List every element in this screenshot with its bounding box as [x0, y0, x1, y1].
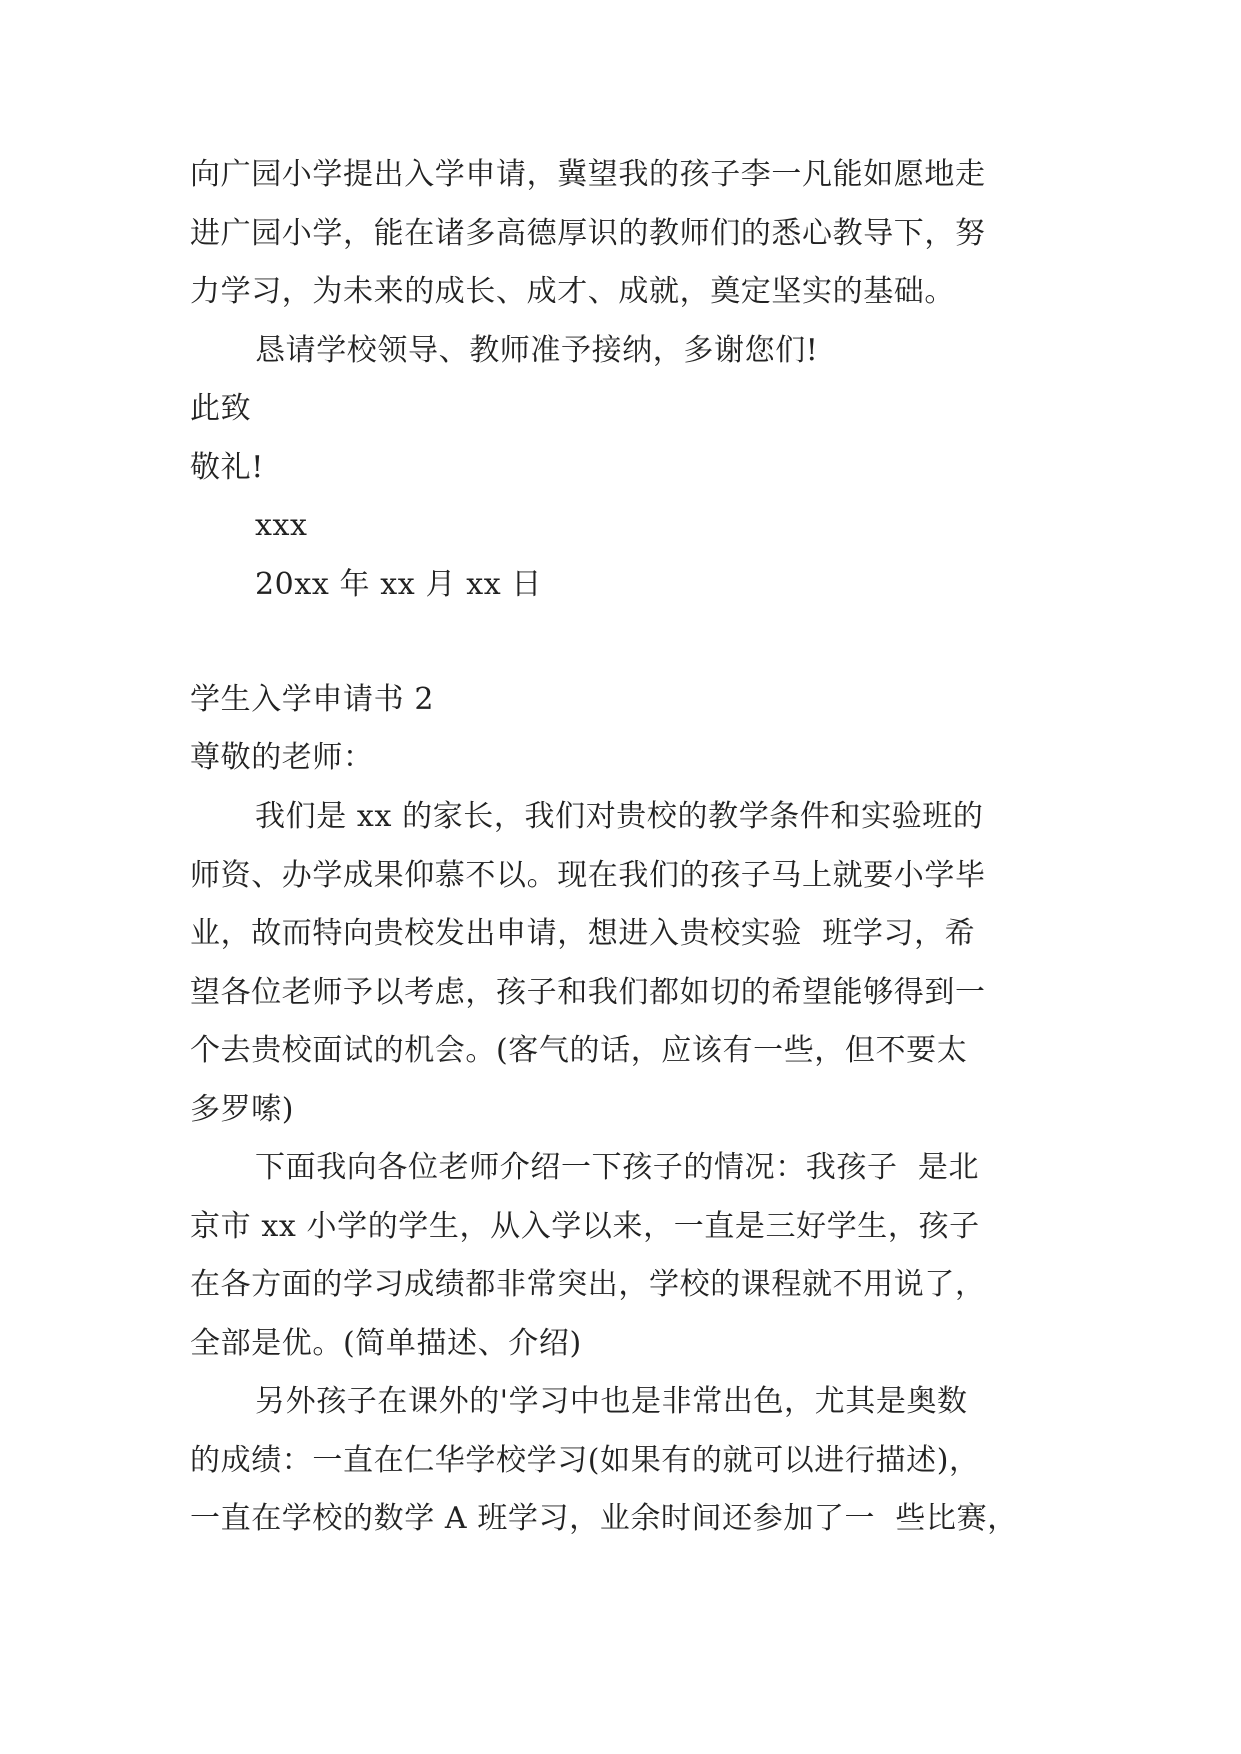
salutation: 尊敬的老师：: [190, 740, 374, 775]
paragraph-line: 下面我向各位老师介绍一下孩子的情况：我孩子 是北: [255, 1150, 980, 1185]
paragraph-line: 业，故而特向贵校发出申请，想进入贵校实验 班学习，希: [190, 916, 976, 951]
paragraph-line: 在各方面的学习成绩都非常突出，学校的课程就不用说了，: [190, 1267, 986, 1302]
paragraph-line: 进广园小学，能在诸多高德厚识的教师们的悉心教导下，努: [190, 216, 986, 251]
paragraph-line: 师资、办学成果仰慕不以。现在我们的孩子马上就要小学毕: [190, 858, 986, 893]
closing-phrase: 此致: [190, 391, 252, 426]
signature-name: xxx: [255, 508, 308, 543]
paragraph-line: 我们是 xx 的家长，我们对贵校的教学条件和实验班的: [255, 799, 984, 834]
paragraph-line: 恳请学校领导、教师准予接纳，多谢您们!: [255, 333, 819, 368]
paragraph-line: 一直在学校的数学 A 班学习，业余时间还参加了一 些比赛，: [190, 1501, 1018, 1536]
section-title: 学生入学申请书 2: [190, 682, 435, 717]
signature-date: 20xx 年 xx 月 xx 日: [255, 567, 542, 602]
paragraph-line: 全部是优。(简单描述、介绍): [190, 1326, 582, 1361]
paragraph-line: 多罗嗦): [190, 1092, 295, 1127]
paragraph-line: 向广园小学提出入学申请，冀望我的孩子李一凡能如愿地走: [190, 157, 986, 192]
paragraph-line: 望各位老师予以考虑，孩子和我们都如切的希望能够得到一: [190, 975, 986, 1010]
paragraph-line: 另外孩子在课外的'学习中也是非常出色，尤其是奥数: [255, 1384, 968, 1419]
paragraph-line: 个去贵校面试的机会。(客气的话，应该有一些，但不要太: [190, 1033, 968, 1068]
closing-salute: 敬礼!: [190, 450, 264, 485]
paragraph-line: 京市 xx 小学的学生，从入学以来，一直是三好学生，孩子: [190, 1209, 980, 1244]
paragraph-line: 力学习，为未来的成长、成才、成就，奠定坚实的基础。: [190, 274, 955, 309]
paragraph-line: 的成绩：一直在仁华学校学习(如果有的就可以进行描述)，: [190, 1443, 980, 1478]
